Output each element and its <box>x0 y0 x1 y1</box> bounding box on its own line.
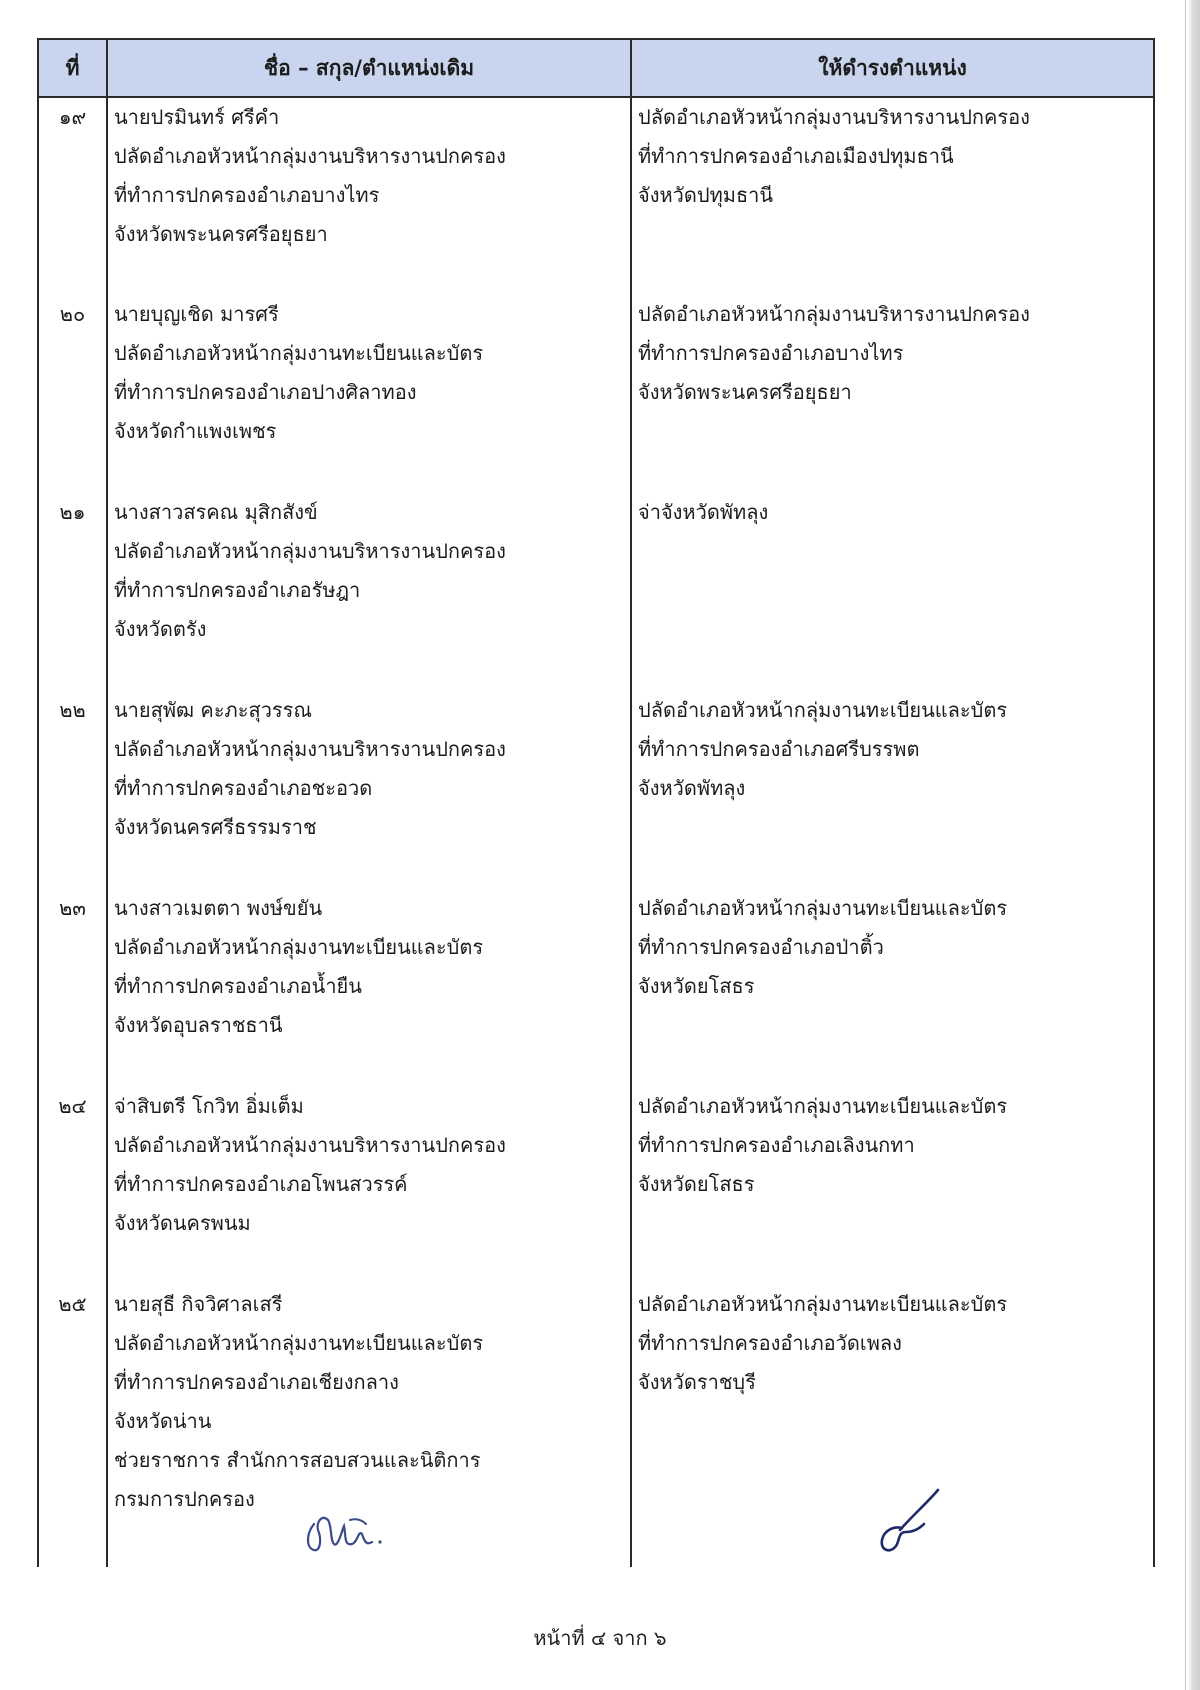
new-position-line: ปลัดอำเภอหัวหน้ากลุ่มงานบริหารงานปกครอง <box>638 105 1030 129</box>
old-position-cell <box>107 691 631 889</box>
old-position-line: จังหวัดพระนครศรีอยุธยา <box>114 222 328 246</box>
new-position-line: ปลัดอำเภอหัวหน้ากลุ่มงานบริหารงานปกครอง <box>638 302 1030 326</box>
page-number: หน้าที่ ๔ จาก ๖ <box>533 1626 667 1650</box>
new-position-line: จังหวัดปทุมธานี <box>638 183 774 207</box>
table-row <box>38 97 1154 295</box>
initials-signature-left <box>300 1500 390 1560</box>
old-position-line: ช่วยราชการ สำนักการสอบสวนและนิติการ <box>114 1448 481 1472</box>
new-position-line: ปลัดอำเภอหัวหน้ากลุ่มงานทะเบียนและบัตร <box>638 896 1008 920</box>
new-position-cell <box>631 691 1154 889</box>
new-position-line: ปลัดอำเภอหัวหน้ากลุ่มงานทะเบียนและบัตร <box>638 698 1008 722</box>
table-row <box>38 889 1154 1087</box>
old-position-line: จังหวัดกำแพงเพชร <box>114 419 277 443</box>
old-position-line: จังหวัดตรัง <box>114 617 207 641</box>
new-position-line: จังหวัดพัทลุง <box>638 776 746 800</box>
old-position-cell <box>107 493 631 691</box>
old-position-line: กรมการปกครอง <box>114 1487 255 1511</box>
old-position-line: จังหวัดนครพนม <box>114 1211 251 1235</box>
row-number: ๒๔ <box>38 1087 107 1285</box>
new-position-line: ที่ทำการปกครองอำเภอศรีบรรพต <box>638 737 920 761</box>
row-number: ๒๐ <box>38 295 107 493</box>
new-position-line: ที่ทำการปกครองอำเภอบางไทร <box>638 341 904 365</box>
old-position-line: ที่ทำการปกครองอำเภอชะอวด <box>114 776 373 800</box>
new-position-cell <box>631 1087 1154 1285</box>
row-number: ๒๕ <box>38 1285 107 1567</box>
new-position-line: ที่ทำการปกครองอำเภอเลิงนกทา <box>638 1133 915 1157</box>
new-position-cell <box>631 889 1154 1087</box>
table-body <box>38 97 1154 1567</box>
old-position-line: จังหวัดนครศรีธรรมราช <box>114 815 317 839</box>
table-row <box>38 691 1154 889</box>
old-position-line: ปลัดอำเภอหัวหน้ากลุ่มงานบริหารงานปกครอง <box>114 1133 506 1157</box>
person-name: นายสุธี กิจวิศาลเสรี <box>114 1292 283 1316</box>
old-position-line: ปลัดอำเภอหัวหน้ากลุ่มงานบริหารงานปกครอง <box>114 737 506 761</box>
old-position-line: ปลัดอำเภอหัวหน้ากลุ่มงานบริหารงานปกครอง <box>114 144 506 168</box>
scan-fold-line <box>1185 0 1186 1690</box>
table-header-row <box>38 39 1154 97</box>
initials-signature-right <box>868 1482 948 1562</box>
table-row <box>38 1285 1154 1567</box>
person-name: นางสาวสรคณ มุสิกสังข์ <box>114 500 318 524</box>
row-number: ๑๙ <box>38 97 107 295</box>
new-position-cell <box>631 295 1154 493</box>
new-position-cell <box>631 493 1154 691</box>
appointment-table <box>37 38 1155 1567</box>
old-position-cell <box>107 1087 631 1285</box>
header-old-position: ชื่อ – สกุล/ตำแหน่งเดิม <box>107 39 631 97</box>
old-position-line: จังหวัดอุบลราชธานี <box>114 1013 283 1037</box>
new-position-line: ที่ทำการปกครองอำเภอป่าติ้ว <box>638 935 884 959</box>
person-name: นายบุญเชิด มารศรี <box>114 302 279 326</box>
old-position-line: ที่ทำการปกครองอำเภอน้ำยืน <box>114 974 362 998</box>
person-name: นางสาวเมตตา พงษ์ขยัน <box>114 896 323 920</box>
old-position-line: ปลัดอำเภอหัวหน้ากลุ่มงานบริหารงานปกครอง <box>114 539 506 563</box>
old-position-line: ปลัดอำเภอหัวหน้ากลุ่มงานทะเบียนและบัตร <box>114 935 484 959</box>
old-position-line: ที่ทำการปกครองอำเภอบางไทร <box>114 183 380 207</box>
new-position-line: ที่ทำการปกครองอำเภอเมืองปทุมธานี <box>638 144 954 168</box>
table-row <box>38 295 1154 493</box>
person-name: จ่าสิบตรี โกวิท อิ่มเต็ม <box>114 1094 304 1118</box>
old-position-line: ปลัดอำเภอหัวหน้ากลุ่มงานทะเบียนและบัตร <box>114 341 484 365</box>
table-row <box>38 1087 1154 1285</box>
row-number: ๒๒ <box>38 691 107 889</box>
person-name: นายปรมินทร์ ศรีคำ <box>114 105 280 129</box>
scan-edge <box>1188 0 1200 1690</box>
header-new-position: ให้ดำรงตำแหน่ง <box>631 39 1154 97</box>
new-position-line: ที่ทำการปกครองอำเภอวัดเพลง <box>638 1331 902 1355</box>
new-position-line: จังหวัดราชบุรี <box>638 1370 756 1394</box>
old-position-cell <box>107 295 631 493</box>
new-position-cell <box>631 97 1154 295</box>
new-position-line: จังหวัดยโสธร <box>638 1172 755 1196</box>
old-position-cell <box>107 889 631 1087</box>
row-number: ๒๓ <box>38 889 107 1087</box>
old-position-line: ปลัดอำเภอหัวหน้ากลุ่มงานทะเบียนและบัตร <box>114 1331 484 1355</box>
old-position-line: ที่ทำการปกครองอำเภอเชียงกลาง <box>114 1370 399 1394</box>
old-position-line: จังหวัดน่าน <box>114 1409 212 1433</box>
table-row <box>38 493 1154 691</box>
old-position-line: ที่ทำการปกครองอำเภอรัษฎา <box>114 578 361 602</box>
new-position-line: จ่าจังหวัดพัทลุง <box>638 500 769 524</box>
row-number: ๒๑ <box>38 493 107 691</box>
new-position-line: จังหวัดพระนครศรีอยุธยา <box>638 380 852 404</box>
header-no: ที่ <box>38 39 107 97</box>
person-name: นายสุพัฒ คะภะสุวรรณ <box>114 698 312 722</box>
old-position-cell <box>107 97 631 295</box>
old-position-line: ที่ทำการปกครองอำเภอปางศิลาทอง <box>114 380 417 404</box>
new-position-line: ปลัดอำเภอหัวหน้ากลุ่มงานทะเบียนและบัตร <box>638 1094 1008 1118</box>
old-position-line: ที่ทำการปกครองอำเภอโพนสวรรค์ <box>114 1172 408 1196</box>
new-position-line: จังหวัดยโสธร <box>638 974 755 998</box>
new-position-line: ปลัดอำเภอหัวหน้ากลุ่มงานทะเบียนและบัตร <box>638 1292 1008 1316</box>
